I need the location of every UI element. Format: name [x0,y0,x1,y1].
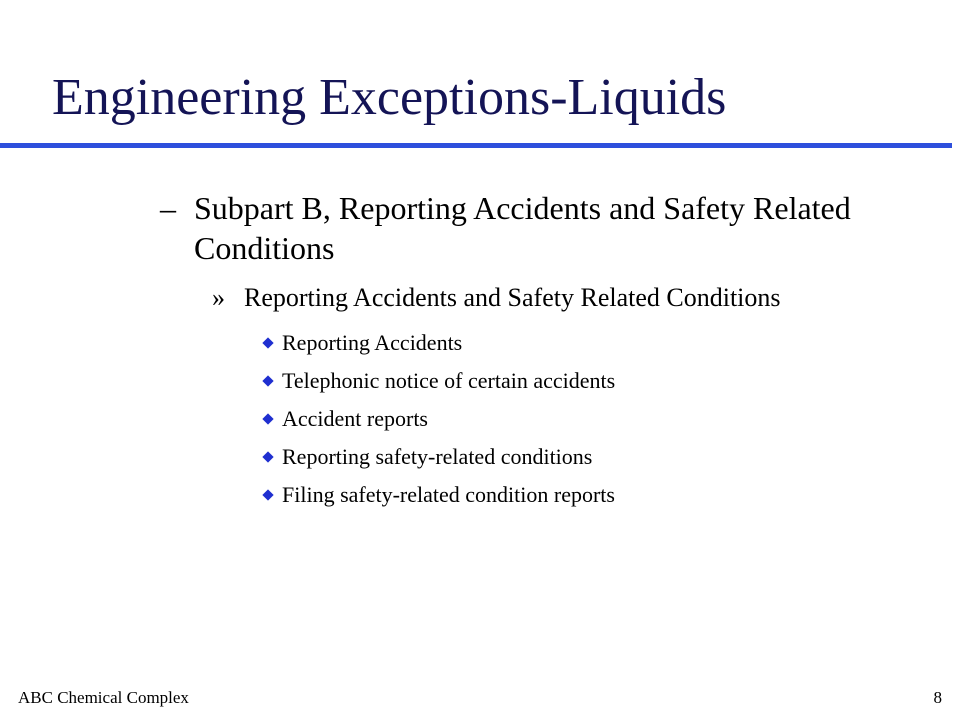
title-underline [0,143,952,148]
level2-text: Reporting Accidents and Safety Related Conditions [244,283,781,312]
diamond-bullet-icon [262,489,273,500]
diamond-bullet-icon [262,451,273,462]
bullet-text: Telephonic notice of certain accidents [282,368,616,393]
guillemet-marker: » [212,283,225,312]
bullet-item [262,362,615,400]
dash-marker: – [160,190,176,226]
bullet-text: Reporting Accidents [282,330,463,355]
bullet-item [262,324,615,362]
diamond-bullet-icon [262,337,273,348]
bullet-item [262,400,615,438]
level1-text: Subpart B, Reporting Accidents and Safety Related Conditions [194,190,851,266]
slide-title: Engineering Exceptions-Liquids [52,69,727,126]
bullet-text: Reporting safety-related conditions [282,444,593,469]
bullet-text: Accident reports [282,406,428,431]
level2-item [212,283,781,313]
level1-item [160,188,860,268]
footer-page-number: 8 [933,688,942,707]
footer-organization: ABC Chemical Complex [18,688,189,707]
bullet-item [262,438,615,476]
diamond-bullet-icon [262,413,273,424]
bullet-text: Filing safety-related condition reports [282,482,615,507]
bullet-list [262,324,615,514]
diamond-bullet-icon [262,375,273,386]
bullet-item [262,476,615,514]
